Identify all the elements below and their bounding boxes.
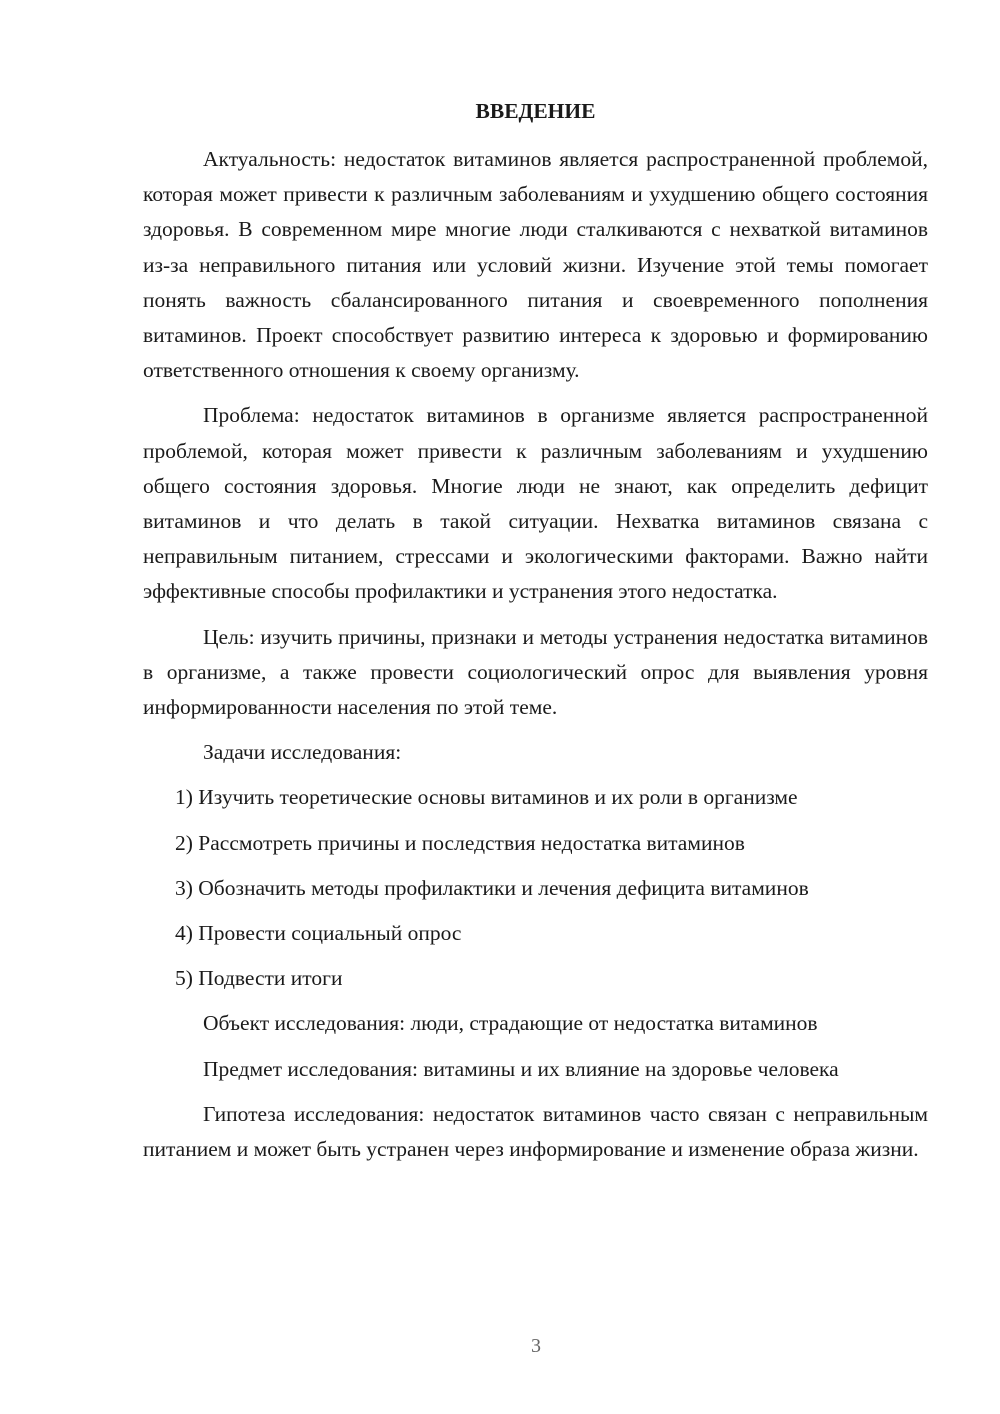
relevance-paragraph: Актуальность: недостаток витаминов является распространенной проблемой, которая может привести к различным заболеваниям и ухудшению общего состояния здоровья. В современном мире многие люди сталкиваются с нехваткой витаминов из-за неправильного питания или условий жизни. Изучение этой темы помогает понять важность сбалансированного питания и своевременного пополнения витаминов. Проект способствует развитию интереса к здоровью и формированию ответственного отношения к своему организму. — [143, 147, 928, 383]
hypothesis-paragraph: Гипотеза исследования: недостаток витаминов часто связан с неправильным питанием и может быть устранен через информирование и изменение образа жизни. — [143, 1101, 928, 1162]
section-title: ВВЕДЕНИЕ — [475, 99, 596, 123]
goal-paragraph: Цель: изучить причины, признаки и методы устранения недостатка витаминов в организме, а также провести социологический опрос для выявления уровня информированности населения по этой теме. — [143, 624, 928, 720]
task-item-1: 1) Изучить теоретические основы витаминов и их роли в организме — [175, 785, 798, 810]
page-number: 3 — [531, 1335, 541, 1357]
task-item-4: 4) Провести социальный опрос — [175, 921, 462, 946]
object-paragraph: Объект исследования: люди, страдающие от недостатка витаминов — [203, 1011, 818, 1036]
subject-paragraph: Предмет исследования: витамины и их влияние на здоровье человека — [203, 1056, 839, 1081]
task-item-2: 2) Рассмотреть причины и последствия недостатка витаминов — [175, 830, 745, 855]
page-content — [143, 94, 928, 1167]
tasks-list — [143, 780, 928, 996]
tasks-heading: Задачи исследования: — [203, 740, 402, 765]
task-item-5: 5) Подвести итоги — [175, 966, 343, 991]
task-item-3: 3) Обозначить методы профилактики и лечения дефицита витаминов — [175, 875, 809, 900]
problem-paragraph: Проблема: недостаток витаминов в организме является распространенной проблемой, которая может привести к различным заболеваниям и ухудшению общего состояния здоровья. Многие люди не знают, как определить дефицит витаминов и что делать в такой ситуации. Нехватка витаминов связана с неправильным питанием, стрессами и экологическими факторами. Важно найти эффективные способы профилактики и устранения этого недостатка. — [143, 403, 928, 604]
